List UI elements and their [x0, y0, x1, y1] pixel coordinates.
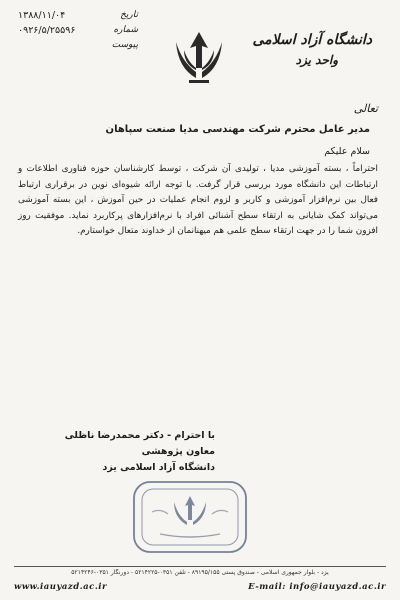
footer-email: E-mail: info@iauyazd.ac.ir	[248, 582, 386, 592]
footer-address: یزد - بلوار جمهوری اسلامی - صندوق پستی ۸۹۱۹۵/۱۵۵ - تلفن ۰۳۵۱-۵۲۱۴۲۲۵ - دورنگار ۰۳۵۱-۵۲۱۴۲۴۶	[71, 569, 329, 576]
footer-contact	[14, 582, 386, 592]
footer-website: www.iauyazd.ac.ir	[14, 582, 107, 592]
university-title: دانشگاه آزاد اسلامی	[252, 32, 372, 48]
attachment-row	[18, 38, 138, 53]
signature-block	[40, 428, 215, 476]
number-row	[18, 23, 138, 38]
university-logo-icon	[172, 28, 226, 90]
footer-divider	[14, 566, 386, 567]
letter-body: احتراماً ، بسته آموزشی مدیا ، تولیدی آن شرکت ، توسط کارشناسان حوزه فناوری اطلاعات و ارتباطات این دانشگاه مورد بررسی قرار گرفت. با توجه ارائه شیوه‌ای نوین در برقراری ارتباط فعال بین نرم‌افزار آموزشی و کاربر و لزوم انجام عملیات در حین آموزش ، این بسته آموزشی می‌تواند کمک شایانی به ارتقاء سطح آشنائی افراد با نرم‌افزارهای پرکاربرد نماید. موفقیت روز افزون شما را در جهت ارتقاء سطح علمی هم میهنانمان از خداوند متعال خواستارم.	[18, 164, 378, 237]
number-label: شماره	[113, 25, 138, 35]
letter-meta	[18, 8, 138, 53]
letter-greeting: سلام علیکم	[324, 146, 370, 157]
letter-recipient: مدیر عامل محترم شرکت مهندسی مدیا صنعت سپاهان	[105, 124, 370, 135]
signature-name: با احترام - دکتر محمدرضا ناظلی	[64, 430, 215, 441]
number-value: ۰۹۲۶/۵/۲۵۵۹۶	[18, 25, 76, 36]
attachment-label: پیوست	[111, 40, 138, 50]
date-label: تاریخ	[120, 10, 138, 20]
official-stamp-icon	[130, 478, 250, 556]
signature-org: دانشگاه آزاد اسلامی یزد	[102, 462, 215, 473]
header-tag: تعالی	[353, 102, 378, 115]
university-name	[222, 30, 372, 70]
signature-title: معاون پژوهشی	[141, 446, 215, 457]
university-branch: واحد یزد	[295, 53, 338, 67]
date-row	[18, 8, 138, 23]
date-value: ۱۳۸۸/۱۱/۰۴	[18, 10, 66, 21]
